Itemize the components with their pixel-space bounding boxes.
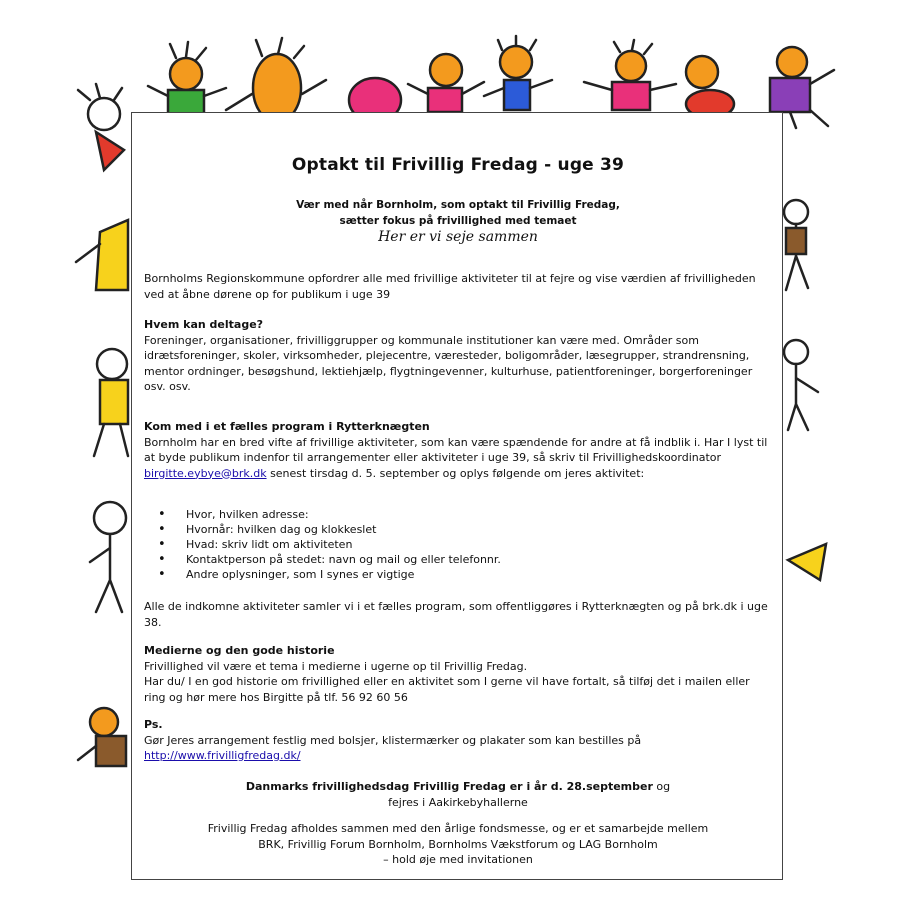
kid-figure-1 [148,42,226,116]
kid-figure-6 [584,40,676,110]
media-section [144,643,772,705]
kid-figure-left-2 [76,220,128,290]
list-item: • Kontaktperson på stedet: navn og mail og eller telefonnr. [158,552,501,567]
kid-figure-7 [686,56,734,118]
ps-heading: Ps. [144,718,163,731]
event-day-rest: og [652,780,671,793]
who-text: Foreninger, organisationer, frivilliggrupper og kommunale institutioner kan være med. Områder som idrætsforeninger, skoler, virksomheder, plejecentre, væresteder, boligområder, læsegrupper, strandrensning, mentor ordninger, besøgshund, lektiehjælp, flygtningevenner, kulturhuse, patientforeninger, borgerforeninger osv. osv. [144,333,753,393]
kid-figure-left-3 [94,349,128,456]
who-section [144,317,772,395]
media-heading: Medierne og den gode historie [144,644,335,657]
footer-line-2: BRK, Frivillig Forum Bornholm, Bornholms Vækstforum og LAG Bornholm [258,837,658,851]
program-section [144,419,772,481]
subtitle-line-1: Vær med når Bornholm, som optakt til Frivillig Fredag, [296,199,620,211]
intro-paragraph: Bornholms Regionskommune opfordrer alle med frivillige aktiviteter til at fejre og vise værdien af frivilligheden ved at åbne dørene op for publikum i uge 39 [144,272,756,301]
info-bullet-list [158,507,501,582]
kid-figure-right-3 [788,544,826,580]
email-link[interactable]: birgitte.eybye@brk.dk [144,466,267,480]
event-day-block [144,779,772,810]
kid-figure-right-1 [784,200,808,290]
list-item: • Hvad: skriv lidt om aktiviteten [158,537,501,552]
page-title: Optakt til Frivillig Fredag - uge 39 [291,155,625,175]
ps-text: Gør Jeres arrangement festlig med bolsjer, klistermærker og plakater som kan bestilles på [144,733,642,747]
event-day-bold: Danmarks frivillighedsdag Frivillig Fredag er i år d. 28.september [245,780,653,793]
kid-figure-left-4 [90,502,126,612]
subtitle [144,197,772,229]
footer-line-1: Frivillig Fredag afholdes sammen med den årlige fondsmesse, og er et samarbejde mellem [207,822,709,835]
list-item: • Andre oplysninger, som I synes er vigtige [158,567,501,582]
footer-line-3: – hold øje med invitationen [383,853,533,866]
collect-paragraph: Alle de indkomne aktiviteter samler vi i et fælles program, som offentliggøres i Rytterknægten og på brk.dk i uge 38. [144,600,768,629]
subtitle-line-2: sætter fokus på frivillighed med temaet [339,215,577,227]
kid-figure-left-5 [78,708,126,766]
media-text-1: Frivillighed vil være et tema i medierne i ugerne op til Frivillig Fredag. [144,659,528,673]
program-text: Bornholm har en bred vifte af frivillige aktiviteter, som kan være spændende for andre at få indblik i. Har I lyst til at byde publikum indenfor til arrangementer eller aktiviteter i uge 39, så skriv til Frivillighedskoordinator [144,435,768,464]
kid-figure-right-2 [784,340,818,430]
who-heading: Hvem kan deltage? [144,318,264,331]
list-item: • Hvor, hvilken adresse: [158,507,501,522]
event-day-line-2: fejres i Aakirkebyhallerne [388,795,528,809]
media-text-2: Har du/ I en god historie om frivillighed eller en aktivitet som I gerne vil have fortalt, så tilføj det i mailen eller ring og hør mere hos Birgitte på tlf. 56 92 60 56 [144,675,750,704]
kid-figure-5 [484,36,552,110]
flyer-sheet [131,112,783,880]
kid-figure-left-1 [78,84,124,170]
frivilligfredag-link[interactable]: http://www.frivilligfredag.dk/ [144,749,301,762]
footer-block [144,821,772,868]
kid-figure-2 [226,38,326,122]
program-text-end: senest tirsdag d. 5. september og oplys følgende om jeres aktivitet: [270,466,645,480]
event-day-line-1 [144,779,772,795]
kid-figure-4 [408,54,484,112]
theme-text: Her er vi seje sammen [378,229,538,245]
list-item: • Hvornår: hvilken dag og klokkeslet [158,522,501,537]
ps-section [144,717,772,764]
program-heading: Kom med i et fælles program i Rytterknægten [144,420,430,433]
